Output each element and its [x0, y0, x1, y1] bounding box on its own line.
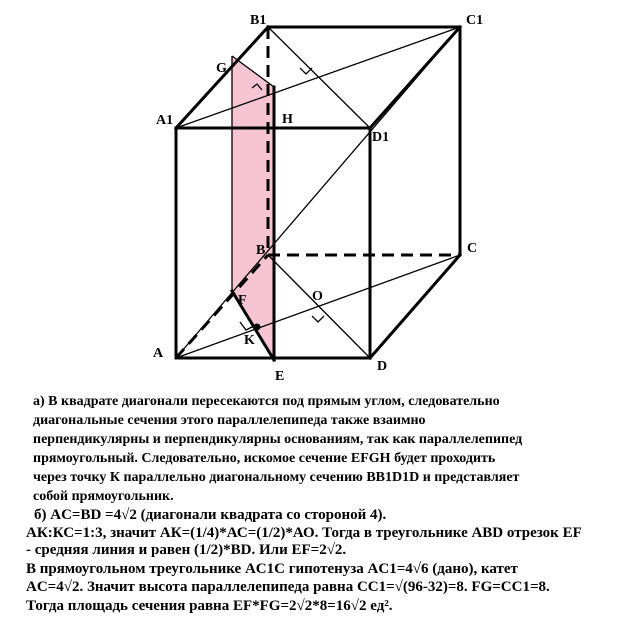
label-k: K [244, 333, 255, 348]
right-angle-mark-o [312, 316, 324, 322]
label-e: E [275, 369, 285, 384]
text-a-line-1: а) В квадрате диагонали пересекаются под прямым углом, следовательно [33, 394, 500, 409]
right-angle-mark-top [300, 68, 312, 74]
text-b-line-1: б) AC=BD =4√2 (диагонали квадрата со стороной 4). [34, 507, 387, 523]
text-b-line-2: АК:КС=1:3, значит АК=(1/4)*АС=(1/2)*АО. Тогда в треугольнике ABD отрезок EF [26, 524, 582, 541]
diag-ac [176, 255, 460, 358]
text-b-line-4: В прямоугольном треугольнике AC1C гипотенуза AC1=4√6 (дано), катет [26, 561, 518, 577]
label-d: D [377, 359, 388, 374]
label-f: F [238, 293, 247, 308]
text-a-line-2: диагональные сечения этого параллелепипеда также взаимно [33, 413, 426, 428]
text-a-line-5: через точку К параллельно диагональному сечению BB1D1D и представляет [33, 470, 520, 485]
edge-c1d1 [370, 27, 460, 128]
label-d1: D1 [372, 130, 390, 145]
diag-bd [268, 255, 370, 358]
label-b1: B1 [250, 13, 267, 28]
text-b-line-5: AC=4√2. Значит высота параллелепипеда равна CC1=√(96-32)=8. FG=CC1=8. [26, 579, 550, 595]
label-b: B [256, 243, 266, 258]
label-a1: A1 [156, 113, 174, 128]
point-k [254, 324, 261, 331]
edge-cd [370, 255, 460, 358]
label-c1: C1 [466, 13, 484, 28]
text-a-line-3: перпендикулярны и перпендикулярны основаниям, так как параллелепипед [33, 432, 523, 447]
label-h: H [282, 112, 293, 127]
label-o: O [312, 289, 323, 304]
label-a: A [153, 346, 164, 361]
text-b-line-6: Тогда площадь сечения равна EF*FG=2√2*8=16√2 ед². [26, 598, 393, 614]
label-g: G [216, 61, 227, 76]
text-a-line-6: собой прямоугольник. [33, 489, 174, 504]
text-b-line-3: - средняя линия и равен (1/2)*BD. Или EF=2√2. [26, 542, 347, 558]
label-c: C [467, 241, 478, 256]
text-a-line-4: прямоугольный. Следовательно, искомое сечение EFGH будет проходить [33, 451, 496, 466]
